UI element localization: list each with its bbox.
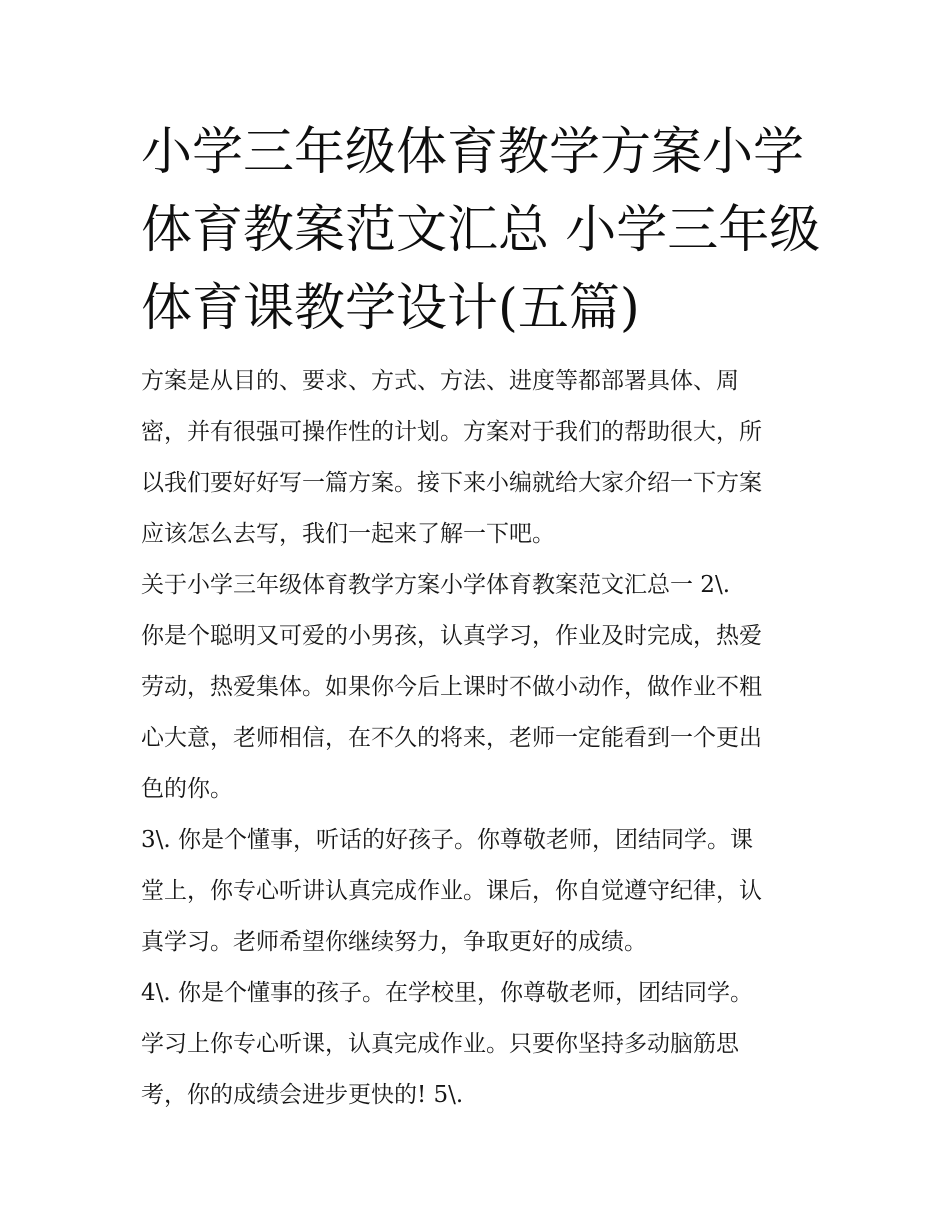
body-line: 学习上你专心听课，认真完成作业。只要你坚持多动脑筋思: [141, 1031, 739, 1057]
title-line: 体育教案范文汇总 小学三年级: [141, 201, 821, 260]
body-line: 密，并有很强可操作性的计划。方案对于我们的帮助很大，所: [141, 419, 762, 445]
body-line: 色的你。: [141, 776, 233, 802]
body-line: 你是个聪明又可爱的小男孩，认真学习，作业及时完成，热爱: [141, 623, 762, 649]
body-line: 3\. 你是个懂事，听话的好孩子。你尊敬老师，团结同学。课: [141, 827, 754, 853]
title-line: 体育课教学设计(五篇): [141, 279, 640, 338]
document-body: [141, 356, 821, 1121]
body-line: 关于小学三年级体育教学方案小学体育教案范文汇总一 2\.: [141, 572, 731, 598]
body-line: 应该怎么去写，我们一起来了解一下吧。: [141, 521, 555, 547]
body-line: 以我们要好好写一篇方案。接下来小编就给大家介绍一下方案: [141, 470, 762, 496]
body-line: 4\. 你是个懂事的孩子。在学校里，你尊敬老师，团结同学。: [141, 980, 754, 1006]
document-title: [141, 114, 821, 348]
body-line: 堂上，你专心听讲认真完成作业。课后，你自觉遵守纪律，认: [141, 878, 762, 904]
body-line: 方案是从目的、要求、方式、方法、进度等都部署具体、周: [141, 368, 739, 394]
body-line: 心大意，老师相信，在不久的将来，老师一定能看到一个更出: [141, 725, 762, 751]
body-line: 劳动，热爱集体。如果你今后上课时不做小动作，做作业不粗: [141, 674, 762, 700]
body-line: 真学习。老师希望你继续努力，争取更好的成绩。: [141, 929, 647, 955]
body-line: 考，你的成绩会进步更快的! 5\.: [141, 1082, 464, 1108]
title-line: 小学三年级体育教学方案小学: [141, 123, 805, 182]
